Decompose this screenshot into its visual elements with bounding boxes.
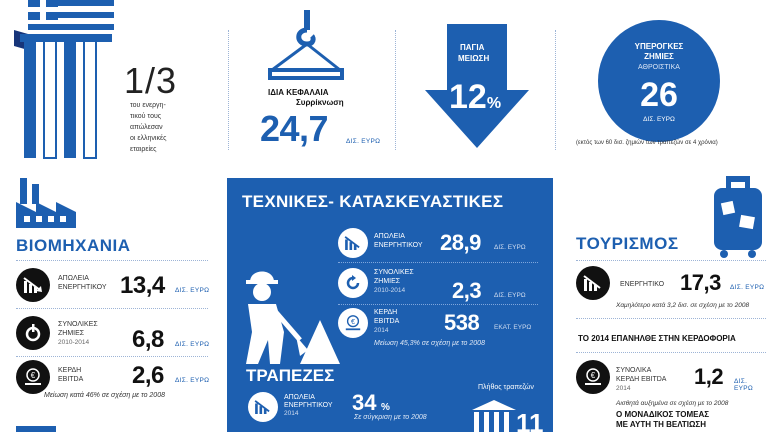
label-line: ΕΝΕΡΓΗΤΙΚΟΥ (58, 284, 107, 291)
industry-row-unit: ΔΙΣ. ΕΥΡΩ (175, 287, 210, 294)
industry-note: Μείωση κατά 46% σε σχέση με το 2008 (44, 392, 165, 399)
label-line: ΑΠΩΛΕΙΑ (58, 275, 89, 282)
banks-value-pct: % (380, 402, 390, 413)
divider (228, 30, 229, 150)
divider (576, 352, 766, 353)
industry-row-value: 13,4 (120, 272, 165, 299)
label-line: EBITDA (58, 376, 84, 383)
label-line: ΚΕΡΔΗ (374, 309, 398, 316)
divider (16, 356, 208, 357)
construction-row-label (374, 308, 399, 335)
label-line: ΣΥΝΟΛΙΚΑ (616, 367, 652, 374)
chart-down-icon (248, 392, 278, 422)
label-line: ΑΠΩΛΕΙΑ (374, 233, 405, 240)
equity-subtitle: Συρρίκνωση (296, 98, 344, 107)
construction-row-label (374, 232, 423, 250)
divider (16, 308, 208, 309)
label-line: ΣΥΝΟΛΙΚΕΣ (58, 321, 98, 328)
tourism-only-sector-1: Ο ΜΟΝΑΔΙΚΟΣ ΤΟΜΕΑΣ (616, 410, 710, 419)
svg-text:€: € (30, 371, 36, 380)
bank-building-icon (470, 400, 518, 432)
label-line: 2010-2014 (374, 287, 406, 294)
banks-value (352, 390, 390, 416)
losses-value: 26 (640, 76, 678, 114)
construction-row-value: 538 (444, 310, 480, 335)
fraction-caption-line: του ενεργη- (130, 102, 166, 109)
tourism-title: ΤΟΥΡΙΣΜΟΣ (576, 234, 679, 253)
suitcase-icon (710, 176, 766, 258)
industry-row-unit: ΔΙΣ. ΕΥΡΩ (175, 377, 210, 384)
fraction-caption-line: οι ελληνικές (130, 135, 167, 142)
fixed-title-2: ΜΕΙΩΣΗ (458, 54, 490, 63)
construction-row-label (374, 268, 414, 295)
divider (338, 262, 538, 263)
tourism-ebitda-value: 1,2 (694, 364, 724, 389)
construction-note: Μείωση 45,3% σε σχέση με το 2008 (374, 340, 485, 347)
label-line: EBITDA (374, 318, 400, 325)
tourism-asset-note: Χαμηλότερο κατά 3,2 δισ. σε σχέση με το 2008 (616, 302, 750, 309)
losses-subtitle: ΑΘΡΟΙΣΤΙΚΑ (638, 64, 680, 71)
fixed-value (449, 78, 501, 117)
divider (395, 30, 396, 150)
tourism-return-text: ΤΟ 2014 ΕΠΑΝΗΛΘΕ ΣΤΗΝ ΚΕΡΔΟΦΟΡΙΑ (578, 334, 736, 343)
fraction-caption (130, 100, 190, 155)
construction-row-unit: ΕΚΑΤ. ΕΥΡΩ (494, 324, 532, 331)
svg-text:€: € (590, 371, 596, 380)
euro-hand-icon (576, 360, 610, 394)
label-line: ΚΕΡΔΗ (58, 367, 82, 374)
losses-title-2: ΖΗΜΙΕΣ (644, 52, 674, 61)
equity-value: 24,7 (260, 108, 329, 149)
label-line: ΕΝΕΡΓΗΤΙΚΟΥ (374, 242, 423, 249)
fixed-title-1: ΠΑΓΙΑ (460, 43, 485, 52)
industry-row-unit: ΔΙΣ. ΕΥΡΩ (175, 341, 210, 348)
losses-note: (εκτός των 60 δισ. ζημιών των τραπεζών σε 4 χρόνια) (576, 140, 718, 146)
fraction-caption-line: απώλεσαν (130, 124, 163, 131)
industry-row-label (58, 320, 98, 347)
label-line: 2010-2014 (58, 339, 90, 346)
industry-row-value: 6,8 (132, 326, 164, 353)
power-cycle-icon (16, 316, 50, 350)
label-line: 2014 (616, 385, 631, 392)
banks-count-label: Πλήθος τραπεζών (478, 384, 534, 391)
tourism-only-sector-2: ΜΕ ΑΥΤΗ ΤΗ ΒΕΛΤΙΩΣΗ (616, 420, 706, 429)
tourism-asset-value: 17,3 (680, 270, 721, 295)
chart-down-icon (16, 268, 50, 302)
fixed-value-number: 12 (449, 78, 487, 116)
chart-down-icon (576, 266, 610, 300)
crane-hook-icon (266, 10, 346, 82)
label-line: 2014 (284, 410, 299, 417)
industry-title: ΒΙΟΜΗΧΑΝΙΑ (16, 236, 131, 255)
fraction-value: 1/3 (124, 60, 178, 101)
tourism-ebitda-unit: ΔΙΣ. ΕΥΡΩ (734, 378, 754, 392)
equity-title: ΙΔΙΑ ΚΕΦΑΛΑΙΑ (268, 88, 329, 97)
euro-hand-icon (338, 308, 368, 338)
construction-row-value: 2,3 (452, 278, 482, 303)
svg-text:€: € (351, 316, 355, 326)
construction-row-unit: ΔΙΣ. ΕΥΡΩ (494, 292, 526, 299)
divider (555, 30, 556, 150)
tourism-ebitda-note: Αισθητά αυξημένα σε σχέση με το 2008 (616, 400, 729, 407)
industry-row-label (58, 274, 107, 292)
label-line: ΕΝΕΡΓΗΤΙΚΟΥ (284, 402, 333, 409)
tourism-asset-unit: ΔΙΣ. ΕΥΡΩ (730, 284, 765, 291)
construction-worker-icon (240, 260, 340, 364)
divider (338, 304, 538, 305)
label-line: ΖΗΜΙΕΣ (58, 330, 85, 337)
divider (16, 260, 208, 261)
chart-down-icon (338, 228, 368, 258)
label-line: 2014 (374, 327, 389, 334)
fraction-caption-line: τικού τους (130, 113, 162, 120)
construction-title: ΤΕΧΝΙΚΕΣ- ΚΑΤΑΣΚΕΥΑΣΤΙΚΕΣ (242, 192, 504, 211)
euro-hand-icon (16, 360, 50, 394)
label-line: ΑΠΩΛΕΙΑ (284, 394, 315, 401)
construction-row-value: 28,9 (440, 230, 481, 255)
industry-row-value: 2,6 (132, 362, 164, 389)
losses-unit: ΔΙΣ. ΕΥΡΩ (643, 116, 675, 123)
banks-title: ΤΡΑΠΕΖΕΣ (246, 366, 335, 385)
greek-flag-columns-illustration (14, 0, 114, 160)
factory-icon (16, 178, 76, 228)
tourism-asset-label: ΕΝΕΡΓΗΤΙΚΟ (620, 281, 665, 288)
label-line: ΚΕΡΔΗ EBITDA (616, 376, 667, 383)
divider (576, 260, 766, 261)
refresh-cycle-icon (338, 268, 368, 298)
fixed-value-pct: % (486, 95, 502, 112)
equity-unit: ΔΙΣ. ΕΥΡΩ (346, 138, 381, 145)
divider (576, 318, 766, 319)
banks-label (284, 394, 333, 418)
banks-value-number: 34 (352, 390, 377, 415)
fraction-caption-line: εταιρείες (130, 146, 157, 153)
footer-flag-fragment (16, 426, 56, 432)
label-line: ΖΗΜΙΕΣ (374, 278, 401, 285)
banks-count-value: 11 (516, 408, 544, 432)
tourism-ebitda-label (616, 366, 666, 393)
losses-title-1: ΥΠΕΡΟΓΚΕΣ (634, 42, 684, 51)
banks-note: Σε σύγκριση με το 2008 (354, 414, 427, 421)
label-line: ΣΥΝΟΛΙΚΕΣ (374, 269, 414, 276)
industry-row-label (58, 366, 83, 384)
construction-row-unit: ΔΙΣ. ΕΥΡΩ (494, 244, 526, 251)
